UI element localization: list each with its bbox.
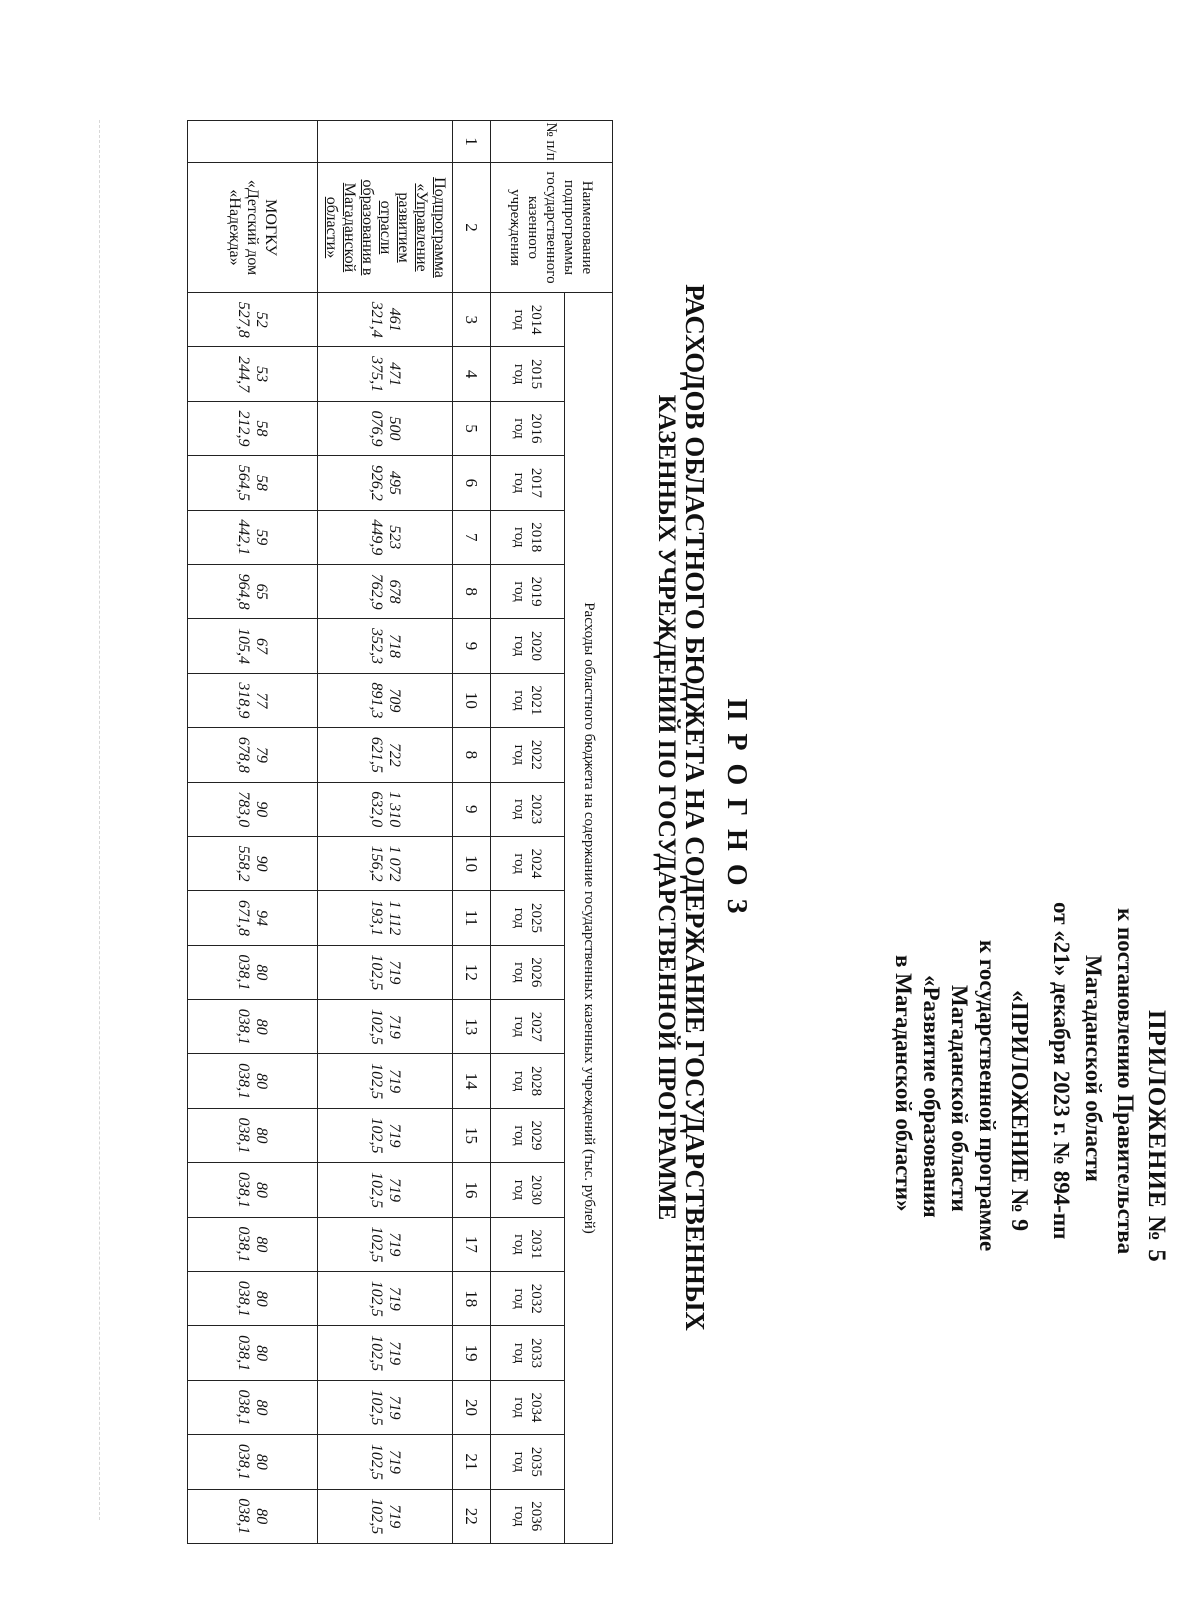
appendix2-line-2: Магаданской области	[947, 985, 972, 1212]
column-number: 7	[453, 510, 491, 564]
value-cell: 80 038,1	[188, 1272, 318, 1326]
appendix2-line-4: в Магаданской области»	[891, 955, 916, 1212]
value-cell: 719 102,5	[318, 1489, 453, 1543]
column-number: 20	[453, 1380, 491, 1434]
value-cell: 719 102,5	[318, 1380, 453, 1434]
value-cell: 523 449,9	[318, 510, 453, 564]
value-cell: 80 038,1	[188, 1380, 318, 1434]
column-number: 13	[453, 1000, 491, 1054]
header-number	[491, 121, 613, 163]
appendix2-line-3: «Развитие образования	[919, 975, 944, 1218]
column-number: 9	[453, 619, 491, 673]
year-header: 2017 год	[491, 456, 565, 510]
value-cell: 80 038,1	[188, 1000, 318, 1054]
column-number: 11	[453, 891, 491, 945]
column-number: 16	[453, 1163, 491, 1217]
header-name	[491, 163, 613, 293]
column-number: 4	[453, 347, 491, 401]
value-cell: 90 783,0	[188, 782, 318, 836]
year-header: 2027 год	[491, 1000, 565, 1054]
value-cell: 90 558,2	[188, 836, 318, 890]
year-header: 2022 год	[491, 728, 565, 782]
value-cell: 80 038,1	[188, 1489, 318, 1543]
value-cell: 52 527,8	[188, 293, 318, 347]
forecast-title-line-1: РАСХОДОВ ОБЛАСТНОГО БЮДЖЕТА НА СОДЕРЖАНИЕ ГОСУДАРСТВЕННЫХ	[680, 284, 710, 1331]
appendix-line-1: к постановлению Правительства	[1113, 908, 1138, 1255]
year-header: 2014 год	[491, 293, 565, 347]
value-cell: 80 038,1	[188, 1217, 318, 1271]
value-cell: 80 038,1	[188, 1054, 318, 1108]
value-cell: 80 038,1	[188, 1108, 318, 1162]
value-cell: 1 310 632,0	[318, 782, 453, 836]
value-cell: 94 671,8	[188, 891, 318, 945]
value-cell: 461 321,4	[318, 293, 453, 347]
value-cell: 80 038,1	[188, 1435, 318, 1489]
appendix-line-3: от «21» декабря 2023 г. № 894-пп	[1049, 902, 1074, 1240]
year-header: 2026 год	[491, 945, 565, 999]
column-number: 10	[453, 836, 491, 890]
value-cell: 53 244,7	[188, 347, 318, 401]
year-header: 2023 год	[491, 782, 565, 836]
table-row	[188, 121, 318, 1544]
forecast-word: П Р О Г Н О З	[721, 698, 752, 917]
column-number: 9	[453, 782, 491, 836]
forecast-title-line-2: КАЗЕННЫХ УЧРЕЖДЕНИЙ ПО ГОСУДАРСТВЕННОЙ ПРОГРАММЕ	[653, 394, 680, 1221]
appendix-line-2: Магаданской области	[1081, 955, 1106, 1182]
row-number	[318, 121, 453, 163]
value-cell: 471 375,1	[318, 347, 453, 401]
column-number: 12	[453, 945, 491, 999]
year-header: 2029 год	[491, 1108, 565, 1162]
column-number: 18	[453, 1272, 491, 1326]
value-cell: 678 762,9	[318, 564, 453, 618]
institution-name: МОГКУ «Детский дом «Надежда»	[188, 163, 318, 293]
value-cell: 709 891,3	[318, 673, 453, 727]
value-cell: 58 564,5	[188, 456, 318, 510]
value-cell: 719 102,5	[318, 1217, 453, 1271]
budget-forecast-table	[187, 120, 613, 1544]
column-number: 19	[453, 1326, 491, 1380]
column-number: 8	[453, 564, 491, 618]
year-header: 2036 год	[491, 1489, 565, 1543]
column-number: 2	[453, 163, 491, 293]
column-number: 22	[453, 1489, 491, 1543]
row-number	[188, 121, 318, 163]
year-header: 2019 год	[491, 564, 565, 618]
year-header: 2030 год	[491, 1163, 565, 1217]
value-cell: 80 038,1	[188, 1326, 318, 1380]
year-header: 2020 год	[491, 619, 565, 673]
subprogram-name[interactable]: Подпрограмма «Управление развитием отрасли образования в Магаданской области»	[318, 163, 453, 293]
value-cell: 719 102,5	[318, 1435, 453, 1489]
column-numbers-row	[453, 121, 491, 1544]
year-header: 2028 год	[491, 1054, 565, 1108]
column-number: 21	[453, 1435, 491, 1489]
year-header: 2024 год	[491, 836, 565, 890]
column-number: 8	[453, 728, 491, 782]
column-number: 15	[453, 1108, 491, 1162]
value-cell: 719 102,5	[318, 1163, 453, 1217]
value-cell: 65 964,8	[188, 564, 318, 618]
appendix2-line-1: к государственной программе	[975, 940, 1000, 1252]
column-number: 6	[453, 456, 491, 510]
value-cell: 719 102,5	[318, 945, 453, 999]
value-cell: 495 926,2	[318, 456, 453, 510]
value-cell: 80 038,1	[188, 1163, 318, 1217]
value-cell: 67 105,4	[188, 619, 318, 673]
column-number: 14	[453, 1054, 491, 1108]
value-cell: 59 442,1	[188, 510, 318, 564]
table-row	[318, 121, 453, 1544]
value-cell: 718 352,3	[318, 619, 453, 673]
value-cell: 722 621,5	[318, 728, 453, 782]
year-header: 2031 год	[491, 1217, 565, 1271]
scan-guide-line	[99, 120, 100, 1520]
column-number: 17	[453, 1217, 491, 1271]
appendix-title: ПРИЛОЖЕНИЕ № 5	[1143, 1010, 1170, 1263]
value-cell: 1 072 156,2	[318, 836, 453, 890]
value-cell: 77 318,9	[188, 673, 318, 727]
year-header: 2021 год	[491, 673, 565, 727]
year-header: 2033 год	[491, 1326, 565, 1380]
year-header: 2016 год	[491, 401, 565, 455]
value-cell: 58 212,9	[188, 401, 318, 455]
year-header: 2035 год	[491, 1435, 565, 1489]
column-number: 10	[453, 673, 491, 727]
year-header: 2015 год	[491, 347, 565, 401]
value-cell: 1 112 193,1	[318, 891, 453, 945]
value-cell: 719 102,5	[318, 1108, 453, 1162]
header-name-label: Наименование подпрограммы государственного казенного учреждения	[507, 171, 596, 284]
value-cell: 80 038,1	[188, 945, 318, 999]
column-number: 1	[453, 121, 491, 163]
header-number-label: № п/п	[543, 122, 560, 161]
year-header: 2034 год	[491, 1380, 565, 1434]
header-expenses-label: Расходы областного бюджета на содержание государственных казенных учреждений (тыс. рублей)	[581, 602, 597, 1234]
year-header: 2025 год	[491, 891, 565, 945]
value-cell: 719 102,5	[318, 1000, 453, 1054]
years-row	[491, 121, 565, 1544]
column-number: 3	[453, 293, 491, 347]
year-header: 2018 год	[491, 510, 565, 564]
value-cell: 500 076,9	[318, 401, 453, 455]
year-header: 2032 год	[491, 1272, 565, 1326]
value-cell: 719 102,5	[318, 1054, 453, 1108]
value-cell: 719 102,5	[318, 1326, 453, 1380]
value-cell: 79 678,8	[188, 728, 318, 782]
column-number: 5	[453, 401, 491, 455]
appendix2-title: «ПРИЛОЖЕНИЕ № 9	[1006, 990, 1032, 1232]
value-cell: 719 102,5	[318, 1272, 453, 1326]
header-expenses-group	[565, 293, 613, 1544]
